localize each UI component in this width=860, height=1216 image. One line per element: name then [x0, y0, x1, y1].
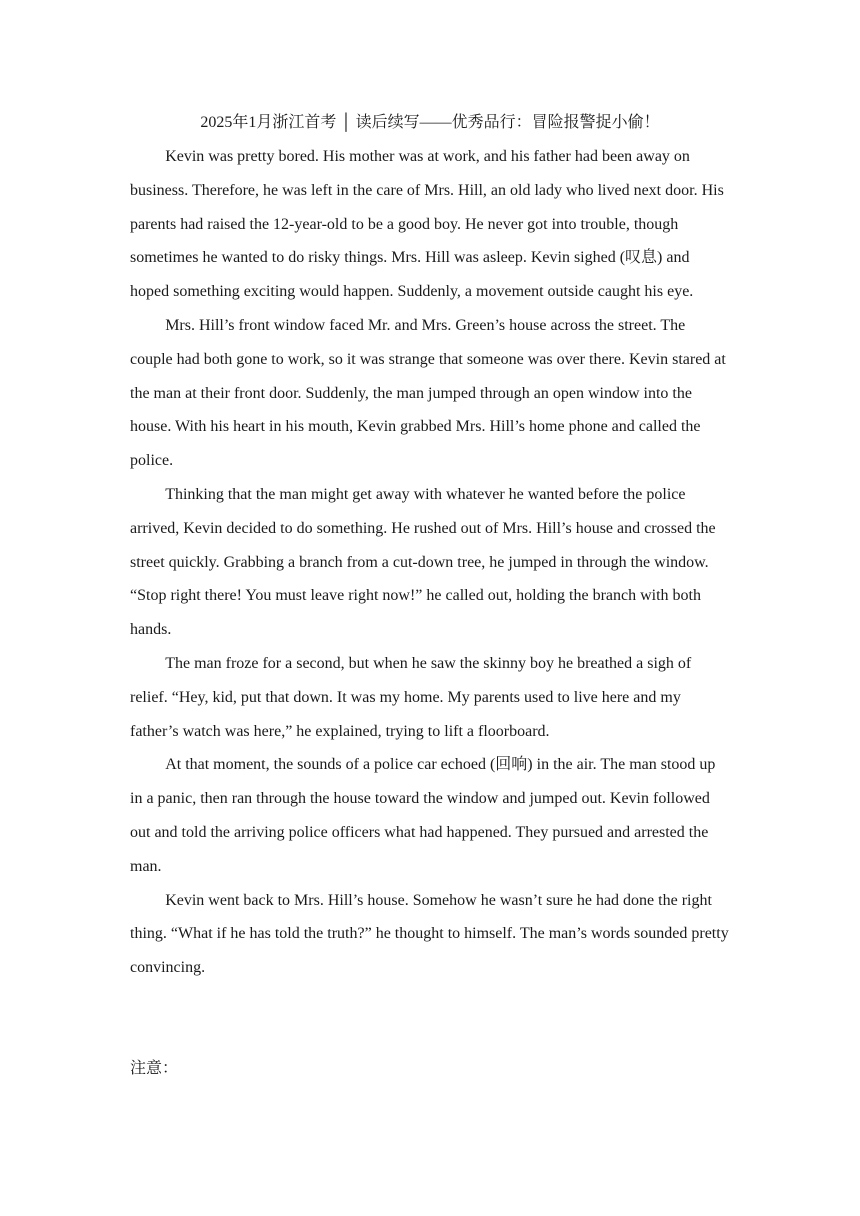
paragraph-6: Kevin went back to Mrs. Hill’s house. Somehow he wasn’t sure he had done the right thing. “What if he has told the truth?” he thought to himself. The man’s words sounded pretty convincing. [130, 891, 729, 977]
paragraph-4: The man froze for a second, but when he saw the skinny boy he breathed a sigh of relief. “Hey, kid, put that down. It was my home. My parents used to live here and my father’s watch was here,” he explained, trying to lift a floorboard. [130, 654, 692, 740]
note-label: 注意： [130, 1060, 179, 1077]
paragraph-3: Thinking that the man might get away with whatever he wanted before the police arrived, Kevin decided to do something. He rushed out of Mrs. Hill’s house and crossed the street quickly. Grabbing a branch from a cut-down tree, he jumped in through the window. “Stop right there! You must leave right now!” he called out, holding the branch with both hands. [130, 485, 716, 639]
document-body [130, 106, 730, 985]
paragraph-1: Kevin was pretty bored. His mother was at work, and his father had been away on business. Therefore, he was left in the care of Mrs. Hill, an old lady who lived next door. His parents had raised the 12-year-old to be a good boy. He never got into trouble, though sometimes he wanted to do risky things. Mrs. Hill was asleep. Kevin sighed (叹息) and hoped something exciting would happen. Suddenly, a movement outside caught his eye. [130, 148, 724, 301]
paragraph-2: Mrs. Hill’s front window faced Mr. and Mrs. Green’s house across the street. The couple had both gone to work, so it was strange that someone was over there. Kevin stared at the man at their front door. Suddenly, the man jumped through an open window into the house. With his heart in his mouth, Kevin grabbed Mrs. Hill’s home phone and called the police. [130, 316, 726, 470]
document-title: 2025年1月浙江首考 │ 读后续写——优秀品行：冒险报警捉小偷！ [200, 114, 660, 131]
paragraph-5: At that moment, the sounds of a police car echoed (回响) in the air. The man stood up in a panic, then ran through the house toward the window and jumped out. Kevin followed out and told the arriving police officers what had happened. They pursued and arrested the man. [130, 756, 716, 875]
